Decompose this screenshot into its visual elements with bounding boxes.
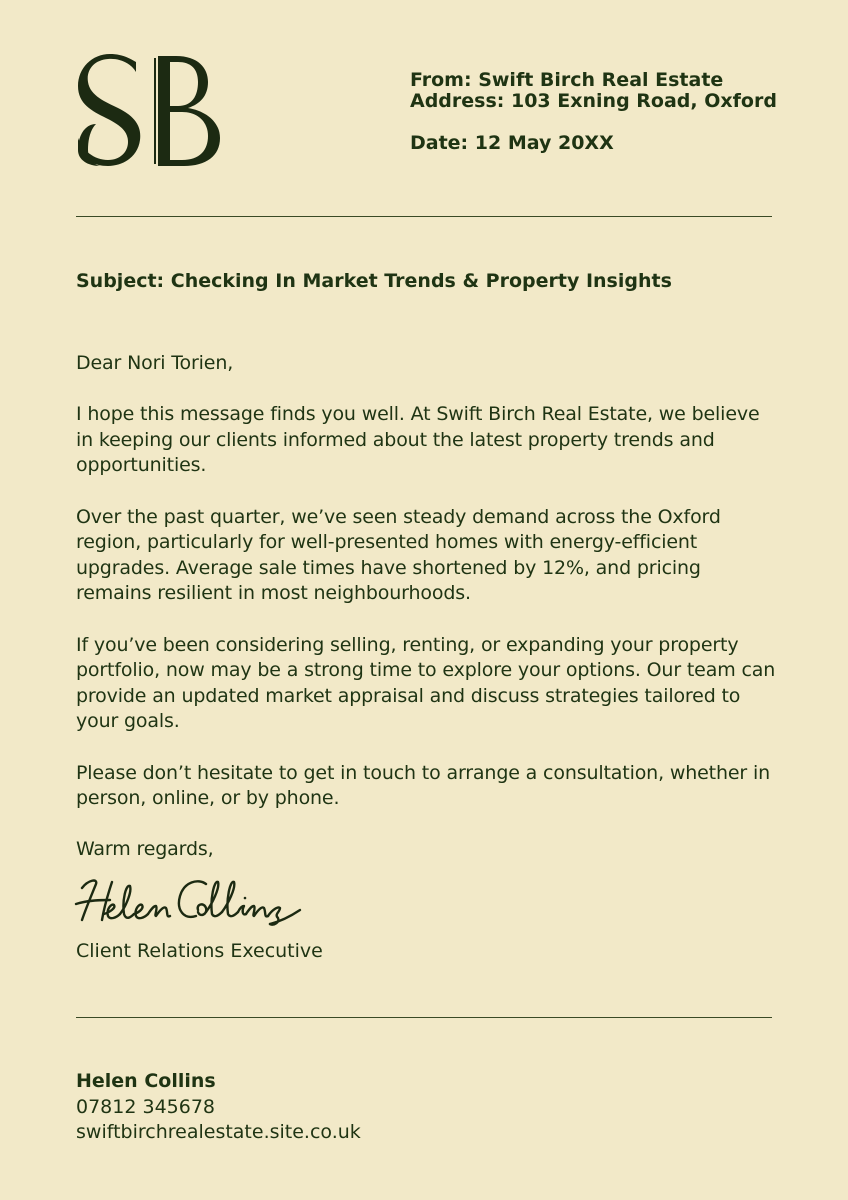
paragraph-market-update: Over the past quarter, we’ve seen steady demand across the Oxford region, particularly for well-presented homes with energy-efficient upgrades. Average sale times have shortened by 12%, and pricing remains resilient in most neighbourhoods. (76, 505, 721, 605)
contact-name: Helen Collins (76, 1070, 216, 1092)
contact-website: swiftbirchrealestate.site.co.uk (76, 1121, 361, 1143)
letter-subject: Subject: Checking In Market Trends & Property Insights (76, 270, 672, 292)
letter-date: Date: 12 May 20XX (410, 132, 614, 154)
contact-phone: 07812 345678 (76, 1095, 216, 1118)
logo-graphic (72, 50, 232, 180)
letter-body (76, 351, 776, 863)
sender-address: Address: 103 Exning Road, Oxford (410, 90, 777, 112)
paragraph-intro: I hope this message finds you well. At Swift Birch Real Estate, we believe in keeping our clients informed about the latest property trends and opportunities. (76, 403, 760, 477)
paragraph-call-to-action: Please don’t hesitate to get in touch to arrange a consultation, whether in person, online, or by phone. (76, 761, 770, 810)
sender-info (410, 70, 777, 154)
signatory-role: Client Relations Executive (76, 940, 323, 962)
closing: Warm regards, (76, 838, 214, 861)
paragraph-opportunity: If you’ve been considering selling, renting, or expanding your property portfolio, now may be a strong time to explore your options. Our team can provide an updated market appraisal and discuss strategies tailored to your goals. (76, 633, 776, 733)
sender-from: From: Swift Birch Real Estate (410, 69, 724, 91)
salutation: Dear Nori Torien, (76, 352, 234, 374)
footer-divider (76, 1017, 772, 1018)
header-divider (76, 216, 772, 217)
sb-monogram-logo (72, 50, 232, 180)
contact-footer (76, 1069, 361, 1146)
handwritten-signature (74, 870, 314, 932)
